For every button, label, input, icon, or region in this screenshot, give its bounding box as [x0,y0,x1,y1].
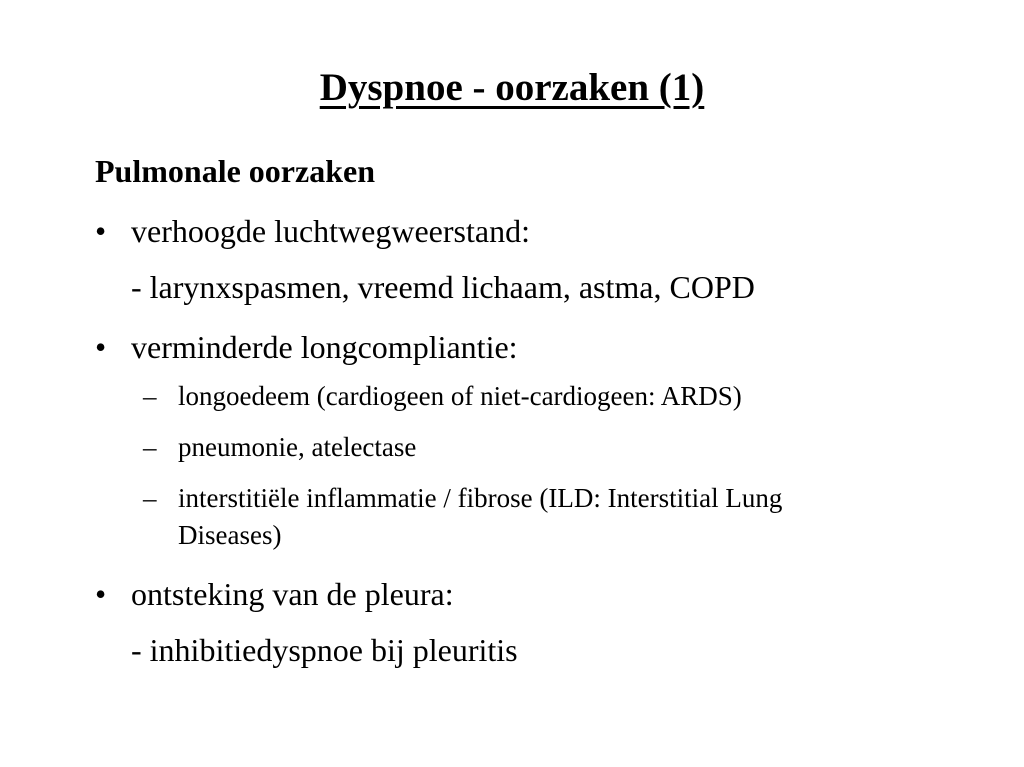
bullet-text: verhoogde luchtwegweerstand: [131,213,530,249]
bullet-marker: • [95,329,107,365]
bullet-text: ontsteking van de pleura: [131,576,454,612]
dash-marker: – [143,483,157,513]
sub-item-continuation: Diseases) [178,520,282,550]
bullet-item [0,327,1024,367]
sub-item-text: longoedeem (cardiogeen of niet-cardiogeen: ARDS) [178,381,742,411]
sub-item-text: pneumonie, atelectase [178,432,417,462]
bullet-marker: • [95,576,107,612]
bullet-item [0,574,1024,614]
sub-item [0,481,1024,515]
bullet-marker: • [95,213,107,249]
sub-item-text: interstitiële inflammatie / fibrose (ILD: Interstitial Lung [178,483,783,513]
dash-marker: – [143,381,157,411]
sub-item [0,430,1024,464]
slide-title [0,62,1024,114]
slide-title-text: Dyspnoe - oorzaken (1) [319,66,705,109]
bullet-item [0,211,1024,251]
sub-item [0,379,1024,413]
bullet-text: verminderde longcompliantie: [131,329,518,365]
bullet-continuation: - inhibitiedyspnoe bij pleuritis [131,632,518,668]
dash-marker: – [143,432,157,462]
section-heading: Pulmonale oorzaken [95,153,375,189]
bullet-continuation: - larynxspasmen, vreemd lichaam, astma, COPD [131,269,755,305]
